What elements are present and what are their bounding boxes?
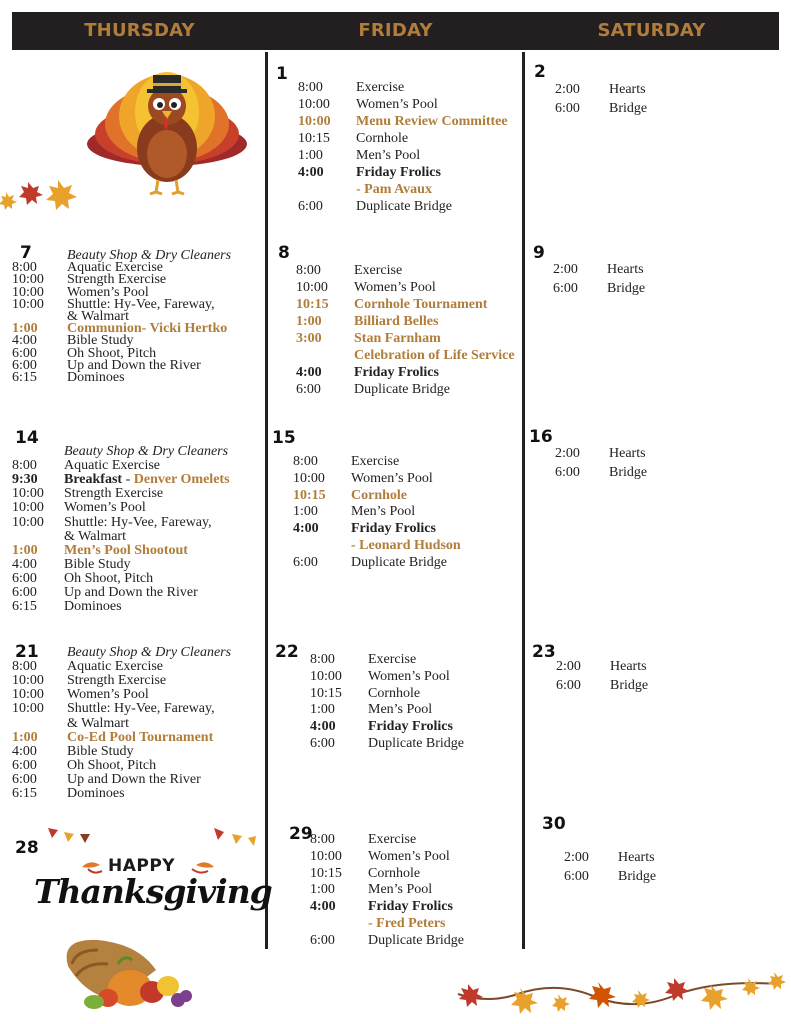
event-time: 10:00 [12,687,44,703]
day-number: 15 [272,428,296,448]
thanksgiving-script: Thanksgiving [34,872,272,911]
event-time: 6:15 [12,370,37,385]
event-time: 10:00 [12,284,44,300]
event-row [553,281,791,297]
day-number: 14 [15,428,39,448]
event-time: 1:00 [293,504,318,520]
header-thursday: THURSDAY [84,20,195,41]
event-time: 6:00 [12,757,37,773]
event-title: Duplicate Bridge [354,382,451,397]
event-row [296,331,536,347]
day-number: 21 [15,642,39,662]
event-title: Oh Shoot, Pitch [67,345,157,361]
event-title: Women’s Pool [351,470,433,486]
day-number: 7 [20,243,32,263]
day-number: 22 [275,642,299,662]
event-title: Bible Study [64,556,131,572]
event-time: 10:00 [293,470,325,486]
event-time: 6:00 [298,199,323,214]
event-title: Hearts [618,850,655,865]
column-divider [265,52,268,949]
event-row [298,80,538,96]
event-row [553,262,791,278]
event-time: 10:00 [12,272,44,288]
event-time: 4:00 [310,719,336,735]
event-title: Men’s Pool [368,882,433,898]
event-time: 10:15 [310,685,342,701]
event-row [296,382,536,398]
event-title: Up and Down the River [67,771,201,787]
weekday-header [12,12,779,50]
event-time: 10:00 [12,701,44,717]
event-time: 6:00 [556,678,581,693]
event-title: Oh Shoot, Pitch [64,570,154,586]
event-row [298,182,538,198]
event-title: Exercise [368,832,417,847]
event-title: Dominoes [67,786,125,801]
turkey-illustration [82,66,252,198]
event-title: Friday Frolics [354,365,439,380]
event-row [298,148,538,164]
event-row [12,370,252,386]
event-title: Strength Exercise [67,272,167,288]
event-title: Friday Frolics [351,521,436,537]
event-time: 6:00 [555,101,580,116]
event-row [310,719,550,735]
event-time: 8:00 [12,260,37,276]
event-title: Up and Down the River [67,357,201,373]
event-title: Friday Frolics [356,165,441,180]
event-row [555,446,791,462]
event-title: Bridge [610,678,649,693]
event-row [293,471,533,487]
event-row [293,504,533,520]
event-time: 1:00 [310,882,335,898]
event-time: 8:00 [12,659,37,675]
event-title: Men’s Pool Shootout [64,542,188,558]
event-separator: - [122,472,134,488]
event-time: 4:00 [296,365,322,380]
event-time: 6:00 [564,869,589,884]
day-number: 30 [542,814,566,834]
event-title: Duplicate Bridge [368,932,465,948]
event-title-part: Breakfast [64,472,123,488]
event-title: Women’s Pool [354,280,436,295]
bunting-icon [210,826,260,850]
event-time: 10:15 [293,487,326,503]
event-time: 6:00 [12,570,37,586]
event-row [310,686,550,702]
day-number: 28 [15,838,39,858]
event-time: 4:00 [293,521,319,537]
event-row [298,97,538,113]
event-title: Stan Farnham [354,331,441,346]
event-title: Women’s Pool [356,97,438,112]
event-title: & Walmart [67,309,129,324]
event-time: 6:00 [12,585,37,600]
event-time: 6:00 [12,357,37,373]
header-saturday: SATURDAY [597,20,706,41]
event-time: 4:00 [298,165,324,180]
event-row [564,869,791,885]
event-title: Strength Exercise [64,486,164,502]
event-row [296,365,536,381]
cornucopia-illustration [58,936,198,1016]
event-time: 6:00 [310,932,335,948]
event-time: 8:00 [296,263,321,278]
event-title: Exercise [368,652,417,667]
event-title: Beauty Shop & Dry Cleaners [67,645,232,660]
event-time: 2:00 [553,262,578,277]
event-title: Women’s Pool [64,500,146,516]
event-title: Bible Study [67,743,134,759]
event-title: Cornhole [351,487,407,503]
event-row [556,678,791,694]
header-friday: FRIDAY [358,20,433,41]
event-row [296,314,536,330]
event-title: Bridge [609,101,648,116]
event-time: 10:00 [12,673,44,689]
event-title: Bridge [607,281,646,296]
event-title: Friday Frolics [368,899,453,915]
event-title: Women’s Pool [67,687,149,703]
event-time: 4:00 [12,333,37,349]
event-title: Shuttle: Hy-Vee, Fareway, [64,514,212,530]
event-time: 6:15 [12,599,37,615]
event-title: Duplicate Bridge [351,554,448,570]
event-title [64,472,230,487]
event-title: Women’s Pool [368,848,450,864]
event-time: 10:00 [296,280,328,295]
event-row [556,659,791,675]
event-title: Cornhole Tournament [354,297,488,312]
autumn-leaves-icon [0,170,90,215]
event-title: Women’s Pool [67,284,149,300]
event-row [293,521,533,537]
day-number: 8 [278,243,290,263]
event-time: 4:00 [12,743,37,759]
event-row [298,199,538,215]
event-time: 1:00 [12,542,38,558]
event-time: 3:00 [296,331,322,346]
event-row [293,555,533,571]
event-time: 2:00 [564,850,589,865]
event-row [293,538,533,554]
event-title: Exercise [354,263,403,278]
event-time: 1:00 [12,729,38,745]
event-title: Exercise [351,454,400,469]
event-row [12,786,252,802]
day-number: 2 [534,62,546,82]
event-time: 1:00 [310,702,335,718]
event-title: Friday Frolics [368,719,453,735]
event-row [310,933,550,949]
event-time: 10:15 [298,131,330,146]
event-row [310,882,550,898]
event-title: - Pam Avaux [356,182,432,197]
event-row [310,916,550,932]
event-title-part: Denver Omelets [133,472,230,488]
event-time: 6:00 [12,771,37,787]
event-time: 10:00 [298,114,331,129]
event-title: - Fred Peters [368,916,446,931]
event-row [296,280,536,296]
event-row [293,454,533,470]
event-title: Cornhole [356,131,409,146]
event-time: 10:00 [12,500,44,516]
event-title: Shuttle: Hy-Vee, Fareway, [67,296,215,312]
event-title: Beauty Shop & Dry Cleaners [67,248,232,263]
event-row [564,850,791,866]
event-title: Hearts [609,82,646,97]
event-time: 8:00 [12,458,37,474]
event-title: Aquatic Exercise [67,260,164,276]
event-time: 6:00 [555,465,580,480]
event-row [310,669,550,685]
event-title: Beauty Shop & Dry Cleaners [64,444,229,459]
event-title: Bridge [609,465,648,480]
event-title: Men’s Pool [356,148,421,163]
event-time: 6:00 [12,345,37,361]
event-time: 1:00 [296,314,322,329]
event-title: Communion- Vicki Hertko [67,321,228,337]
event-time: 2:00 [555,82,580,97]
autumn-leaves-border-icon [448,964,791,1024]
event-title: Menu Review Committee [356,114,508,129]
event-title: - Leonard Hudson [351,538,461,553]
event-title: Up and Down the River [64,585,198,600]
event-row [310,652,550,668]
event-time: 8:00 [298,80,323,95]
bunting-icon [46,822,106,846]
event-time: 1:00 [298,148,323,163]
event-row [296,297,536,313]
event-title: Exercise [356,80,405,95]
event-title: Hearts [607,262,644,277]
event-time: 8:00 [310,652,335,667]
event-time: 2:00 [555,446,580,461]
event-title: & Walmart [67,715,129,731]
event-title: Bible Study [67,333,134,349]
event-title: Hearts [609,446,646,461]
event-row [310,866,550,882]
event-time: 8:00 [310,832,335,847]
event-title: Strength Exercise [67,673,167,689]
event-title: Shuttle: Hy-Vee, Fareway, [67,701,215,717]
event-time: 10:00 [298,97,330,112]
event-time: 10:15 [296,297,329,312]
event-time: 10:00 [310,668,342,684]
event-title: Men’s Pool [368,702,433,718]
event-row [310,736,550,752]
event-title: Dominoes [64,599,122,615]
day-number: 29 [289,824,313,844]
event-title: Billiard Belles [354,314,439,329]
event-title: Cornhole [368,865,421,881]
event-time: 6:15 [12,786,37,801]
event-title: Celebration of Life Service [354,348,515,363]
event-row [12,599,252,615]
event-row [555,82,791,98]
event-title: Aquatic Exercise [67,659,164,675]
event-time: 10:00 [12,296,44,312]
event-row [296,348,536,364]
event-time: 6:00 [296,382,321,397]
event-title: Duplicate Bridge [368,736,465,751]
event-title: Co-Ed Pool Tournament [67,729,214,745]
event-title: & Walmart [64,528,126,544]
event-time: 10:00 [12,486,44,502]
event-row [310,702,550,718]
event-row [293,488,533,504]
event-title: Bridge [618,869,657,884]
event-row [555,101,791,117]
event-row [298,114,538,130]
event-row [298,165,538,181]
day-number: 23 [532,642,556,662]
event-row [298,131,538,147]
event-time: 6:00 [553,281,578,296]
turkey-legs [150,180,184,194]
event-title: Dominoes [67,370,125,385]
event-time: 6:00 [310,736,335,751]
day-number: 16 [529,427,553,447]
event-time: 4:00 [12,556,37,572]
event-row [555,465,791,481]
event-time: 10:15 [310,865,342,881]
event-row [296,263,536,279]
happy-text: HAPPY [108,856,176,876]
event-title: Cornhole [368,685,421,701]
event-title: Women’s Pool [368,668,450,684]
event-time: 8:00 [293,454,318,469]
event-time: 1:00 [12,321,38,337]
day-number: 9 [533,243,545,263]
event-row [310,832,550,848]
event-time: 4:00 [310,899,336,915]
event-time: 10:00 [12,514,44,530]
day-number: 1 [276,64,288,84]
event-title: Duplicate Bridge [356,199,453,214]
event-title: Men’s Pool [351,504,416,520]
event-title: Aquatic Exercise [64,458,161,474]
event-time: 10:00 [310,848,342,864]
event-row [310,899,550,915]
event-time: 9:30 [12,472,38,488]
event-row [310,849,550,865]
event-title: Hearts [610,659,647,674]
event-time: 2:00 [556,659,581,674]
event-time: 6:00 [293,554,318,570]
event-title: Oh Shoot, Pitch [67,757,157,773]
